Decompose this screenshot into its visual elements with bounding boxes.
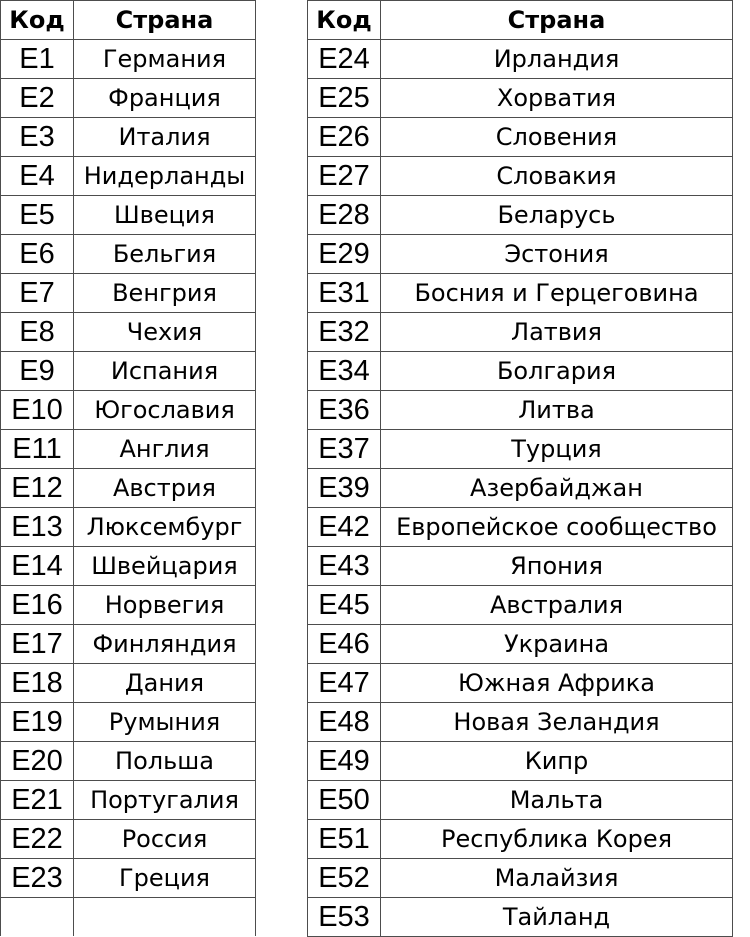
country-code-cell: E45	[308, 586, 381, 625]
table-row	[1, 313, 256, 352]
country-name-cell: Австрия	[74, 469, 256, 508]
country-name-cell: Литва	[381, 391, 733, 430]
table-row	[1, 859, 256, 898]
country-name-cell: Англия	[74, 430, 256, 469]
country-code-cell: E51	[308, 820, 381, 859]
table-row	[1, 469, 256, 508]
country-code-cell: E13	[1, 508, 74, 547]
country-code-cell: E27	[308, 157, 381, 196]
table-row	[1, 274, 256, 313]
country-code-cell: E26	[308, 118, 381, 157]
country-name-cell: Дания	[74, 664, 256, 703]
country-code-cell: E36	[308, 391, 381, 430]
table-row	[308, 586, 733, 625]
country-name-cell: Мальта	[381, 781, 733, 820]
country-code-cell: E53	[308, 898, 381, 937]
country-name-cell: Ирландия	[381, 40, 733, 79]
header-code: Код	[308, 1, 381, 40]
country-name-cell: Бельгия	[74, 235, 256, 274]
country-name-cell: Португалия	[74, 781, 256, 820]
country-code-cell: E14	[1, 547, 74, 586]
country-code-cell: E37	[308, 430, 381, 469]
table-row	[1, 898, 256, 937]
table-row	[308, 118, 733, 157]
country-code-cell: E49	[308, 742, 381, 781]
country-name-cell: Люксембург	[74, 508, 256, 547]
country-name-cell: Хорватия	[381, 79, 733, 118]
table-row	[308, 352, 733, 391]
country-code-cell: E18	[1, 664, 74, 703]
table-row	[1, 742, 256, 781]
table-row	[1, 196, 256, 235]
country-code-cell: E52	[308, 859, 381, 898]
country-code-cell: E28	[308, 196, 381, 235]
country-code-cell: E34	[308, 352, 381, 391]
header-row	[1, 1, 256, 40]
country-name-cell: Болгария	[381, 352, 733, 391]
table-row	[1, 508, 256, 547]
country-code-cell: E39	[308, 469, 381, 508]
country-name-cell: Европейское сообщество	[381, 508, 733, 547]
country-name-cell: Германия	[74, 40, 256, 79]
country-code-cell: E31	[308, 274, 381, 313]
country-name-cell: Азербайджан	[381, 469, 733, 508]
table-row	[1, 820, 256, 859]
country-code-cell: E3	[1, 118, 74, 157]
country-name-cell: Украина	[381, 625, 733, 664]
country-code-cell: E21	[1, 781, 74, 820]
table-row	[308, 79, 733, 118]
country-name-cell: Турция	[381, 430, 733, 469]
country-name-cell: Южная Африка	[381, 664, 733, 703]
country-name-cell: Испания	[74, 352, 256, 391]
empty-cell	[74, 898, 256, 937]
country-name-cell: Нидерланды	[74, 157, 256, 196]
country-code-cell: E46	[308, 625, 381, 664]
country-code-cell: E50	[308, 781, 381, 820]
table-row	[308, 625, 733, 664]
header-row	[308, 1, 733, 40]
country-name-cell: Япония	[381, 547, 733, 586]
header-country: Страна	[74, 1, 256, 40]
table-row	[308, 898, 733, 937]
country-code-cell: E42	[308, 508, 381, 547]
country-name-cell: Республика Корея	[381, 820, 733, 859]
table-row	[1, 391, 256, 430]
country-code-cell: E32	[308, 313, 381, 352]
header-country: Страна	[381, 1, 733, 40]
country-code-cell: E47	[308, 664, 381, 703]
country-name-cell: Кипр	[381, 742, 733, 781]
country-code-cell: E1	[1, 40, 74, 79]
table-row	[308, 859, 733, 898]
country-code-cell: E11	[1, 430, 74, 469]
country-code-cell: E43	[308, 547, 381, 586]
table-row	[308, 235, 733, 274]
table-row	[308, 703, 733, 742]
country-name-cell: Венгрия	[74, 274, 256, 313]
country-name-cell: Чехия	[74, 313, 256, 352]
country-name-cell: Югославия	[74, 391, 256, 430]
country-name-cell: Словакия	[381, 157, 733, 196]
country-name-cell: Беларусь	[381, 196, 733, 235]
codes-table-right	[307, 0, 733, 937]
country-name-cell: Латвия	[381, 313, 733, 352]
header-code: Код	[1, 1, 74, 40]
table-row	[308, 430, 733, 469]
table-row	[308, 391, 733, 430]
country-code-cell: E25	[308, 79, 381, 118]
country-code-cell: E24	[308, 40, 381, 79]
country-name-cell: Словения	[381, 118, 733, 157]
table-row	[308, 781, 733, 820]
table-row	[308, 313, 733, 352]
table-row	[308, 40, 733, 79]
table-row	[308, 508, 733, 547]
country-code-cell: E20	[1, 742, 74, 781]
country-name-cell: Финляндия	[74, 625, 256, 664]
table-row	[1, 352, 256, 391]
country-code-cell: E10	[1, 391, 74, 430]
country-code-cell: E7	[1, 274, 74, 313]
country-code-cell: E48	[308, 703, 381, 742]
table-row	[1, 781, 256, 820]
country-code-cell: E29	[308, 235, 381, 274]
codes-table-left	[0, 0, 256, 937]
country-name-cell: Малайзия	[381, 859, 733, 898]
table-body-left	[1, 40, 256, 937]
country-name-cell: Швейцария	[74, 547, 256, 586]
country-code-cell: E9	[1, 352, 74, 391]
table-row	[1, 157, 256, 196]
table-row	[1, 547, 256, 586]
table-row	[1, 664, 256, 703]
country-name-cell: Новая Зеландия	[381, 703, 733, 742]
country-code-cell: E2	[1, 79, 74, 118]
country-name-cell: Норвегия	[74, 586, 256, 625]
table-row	[308, 664, 733, 703]
country-code-cell: E5	[1, 196, 74, 235]
table-row	[1, 79, 256, 118]
country-code-cell: E22	[1, 820, 74, 859]
country-name-cell: Франция	[74, 79, 256, 118]
country-code-cell: E16	[1, 586, 74, 625]
table-row	[308, 469, 733, 508]
country-name-cell: Польша	[74, 742, 256, 781]
country-name-cell: Босния и Герцеговина	[381, 274, 733, 313]
country-name-cell: Италия	[74, 118, 256, 157]
table-row	[308, 196, 733, 235]
table-row	[1, 430, 256, 469]
table-row	[308, 742, 733, 781]
table-row	[1, 625, 256, 664]
country-name-cell: Тайланд	[381, 898, 733, 937]
table-row	[1, 586, 256, 625]
country-name-cell: Австралия	[381, 586, 733, 625]
table-row	[308, 157, 733, 196]
country-name-cell: Россия	[74, 820, 256, 859]
country-name-cell: Румыния	[74, 703, 256, 742]
country-code-cell: E19	[1, 703, 74, 742]
empty-cell	[1, 898, 74, 937]
country-code-cell: E8	[1, 313, 74, 352]
table-row	[1, 235, 256, 274]
table-row	[308, 820, 733, 859]
country-code-cell: E12	[1, 469, 74, 508]
table-row	[1, 40, 256, 79]
table-body-right	[308, 40, 733, 937]
country-code-cell: E6	[1, 235, 74, 274]
table-row	[1, 703, 256, 742]
country-code-cell: E23	[1, 859, 74, 898]
country-name-cell: Эстония	[381, 235, 733, 274]
country-name-cell: Швеция	[74, 196, 256, 235]
table-row	[1, 118, 256, 157]
country-name-cell: Греция	[74, 859, 256, 898]
country-code-cell: E4	[1, 157, 74, 196]
table-row	[308, 274, 733, 313]
table-row	[308, 547, 733, 586]
country-code-cell: E17	[1, 625, 74, 664]
